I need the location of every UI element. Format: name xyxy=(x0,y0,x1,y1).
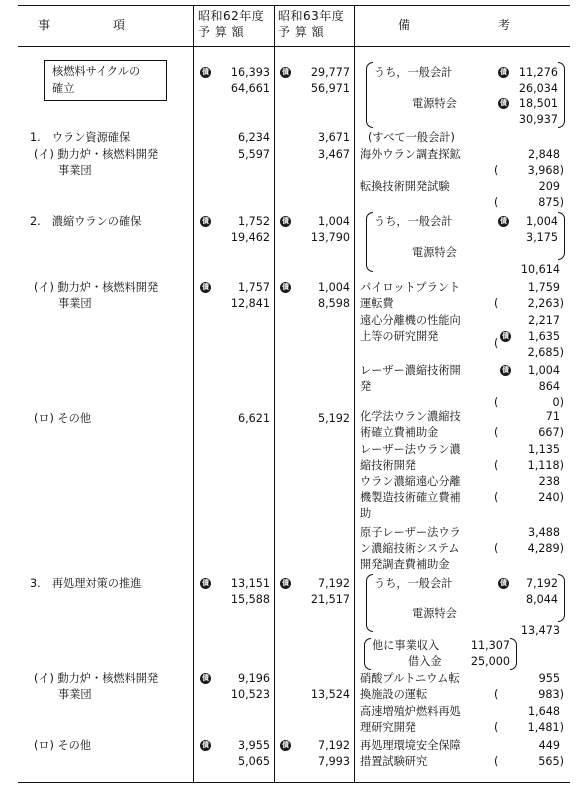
remark-value: 13,473 xyxy=(520,624,560,637)
debt-mark-icon: 債 xyxy=(202,674,209,682)
value-1988: 13,790 xyxy=(310,231,350,244)
remark-value: 238 xyxy=(538,475,560,488)
remark: 発 xyxy=(360,380,372,393)
paren: ( xyxy=(494,297,499,310)
debt-mark-icon: 債 xyxy=(202,68,209,76)
remark-value: 18,501 xyxy=(518,97,558,110)
remark-value: 3,175 xyxy=(525,231,558,244)
remark: 助 xyxy=(360,507,372,520)
debt-mark-icon: 債 xyxy=(202,741,209,749)
remark-value: 25,000 xyxy=(470,655,510,668)
debt-mark-icon: 債 xyxy=(500,68,507,76)
remark: 換施設の運転 xyxy=(360,688,428,701)
right-brace xyxy=(558,574,565,622)
value-1988: 7,192 xyxy=(317,739,350,752)
remark-value: 240) xyxy=(538,491,564,504)
remark-value: 955 xyxy=(538,672,560,685)
remark: レーザー法ウラン濃 xyxy=(360,443,461,456)
left-brace xyxy=(366,574,373,632)
paren: ( xyxy=(494,196,499,209)
paren: ( xyxy=(494,755,499,768)
remark: 化学法ウラン濃縮技 xyxy=(360,410,461,423)
remark-value: 864 xyxy=(538,380,560,393)
value-1987: 16,393 xyxy=(230,66,270,79)
remark-value: 1,118) xyxy=(527,459,564,472)
remark: ン濃縮技術システム xyxy=(360,542,460,555)
remark-value: 11,307 xyxy=(470,639,510,652)
paren: ( xyxy=(494,542,499,555)
remark-value: 71 xyxy=(545,410,560,423)
right-brace xyxy=(558,62,565,128)
value-1988: 7,192 xyxy=(317,577,350,590)
remark: レーザー濃縮技術開 xyxy=(360,364,461,377)
remark: 措置試験研究 xyxy=(360,755,428,768)
subsection-label: (ロ) その他 xyxy=(34,412,92,425)
value-1987: 9,196 xyxy=(237,672,270,685)
remark-value: 667) xyxy=(538,426,564,439)
remark: 電源特会 xyxy=(412,97,457,110)
remark: 運転費 xyxy=(360,297,394,310)
remark-value: 1,481) xyxy=(527,721,564,734)
remark: うち，一般会計 xyxy=(374,66,453,79)
paren: ( xyxy=(494,459,499,472)
remark: ウラン濃縮遠心分離 xyxy=(360,475,461,488)
debt-mark-icon: 債 xyxy=(282,283,289,291)
value-1987: 6,621 xyxy=(237,412,270,425)
remark-value: 2,263) xyxy=(527,297,564,310)
right-brace xyxy=(510,638,517,670)
subsection-label: (イ) 動力炉・核燃料開発 xyxy=(34,281,159,294)
table-top-border xyxy=(18,5,570,6)
paren: ( xyxy=(494,337,499,350)
table-bottom-border xyxy=(18,782,570,783)
value-1988: 3,671 xyxy=(317,131,350,144)
debt-mark-icon: 債 xyxy=(500,579,507,587)
remark: パイロットプラント xyxy=(360,281,461,294)
value-1987: 1,752 xyxy=(237,215,270,228)
paren: ( xyxy=(494,426,499,439)
remark: 術確立費補助金 xyxy=(360,426,439,439)
value-1987: 10,523 xyxy=(230,688,270,701)
value-1987: 15,588 xyxy=(230,593,270,606)
remark: 借入金 xyxy=(408,655,442,668)
remark-value: 2,217 xyxy=(527,314,560,327)
subsection-label-cont: 事業団 xyxy=(58,297,92,310)
remark: 高速増殖炉燃料再処 xyxy=(360,705,461,718)
header-1987-budget: 予 算 額 xyxy=(198,25,245,39)
remark: 縮技術開発 xyxy=(360,459,416,472)
value-1988: 7,993 xyxy=(317,755,350,768)
remark: 電源特会 xyxy=(412,607,457,620)
debt-mark-icon: 債 xyxy=(500,217,507,225)
debt-mark-icon: 債 xyxy=(202,283,209,291)
debt-mark-icon: 債 xyxy=(282,741,289,749)
remark-value: 1,004 xyxy=(525,215,558,228)
value-1988: 13,524 xyxy=(310,688,350,701)
header-1988-budget: 予 算 額 xyxy=(278,25,325,39)
remark-value: 2,685) xyxy=(527,346,564,359)
remark-value: 875) xyxy=(538,196,564,209)
remark: うち，一般会計 xyxy=(374,215,453,228)
remark-value: 30,937 xyxy=(518,113,558,126)
value-1988: 1,004 xyxy=(317,281,350,294)
value-1987: 64,661 xyxy=(230,82,270,95)
remark: 再処理環境安全保障 xyxy=(360,739,461,752)
remark: 上等の研究開発 xyxy=(360,330,439,343)
remark: 硝酸プルトニウム転 xyxy=(360,672,460,685)
debt-mark-icon: 債 xyxy=(202,579,209,587)
paren: ( xyxy=(494,721,499,734)
subsection-label: (イ) 動力炉・核燃料開発 xyxy=(34,672,159,685)
section-title-line2: 確立 xyxy=(52,82,75,95)
remark-value: 983) xyxy=(538,688,564,701)
value-1987: 12,841 xyxy=(230,297,270,310)
value-1988: 5,192 xyxy=(317,412,350,425)
remark: 原子レーザー法ウラ xyxy=(360,526,461,539)
remark-value: 11,276 xyxy=(518,66,558,79)
remark: 遠心分離機の性能向 xyxy=(360,314,461,327)
section-1-label: 1. ウラン資源確保 xyxy=(30,131,131,144)
remark-value: 26,034 xyxy=(518,82,558,95)
value-1988: 8,598 xyxy=(317,297,350,310)
paren: ( xyxy=(494,688,499,701)
remark-value: 2,848 xyxy=(527,148,560,161)
subsection-label-cont: 事業団 xyxy=(58,688,92,701)
remark-value: 3,488 xyxy=(527,526,560,539)
debt-mark-icon: 債 xyxy=(282,217,289,225)
value-1988: 21,517 xyxy=(310,593,350,606)
remark-value: 3,968) xyxy=(527,164,564,177)
section-3-label: 3. 再処理対策の推進 xyxy=(30,577,142,590)
remark-value: 7,192 xyxy=(525,577,558,590)
remark-value: 1,135 xyxy=(527,443,560,456)
paren: ( xyxy=(494,396,499,409)
value-1988: 29,777 xyxy=(310,66,350,79)
header-item: 事 項 xyxy=(38,18,126,32)
value-1987: 19,462 xyxy=(230,231,270,244)
subsection-label: (ロ) その他 xyxy=(34,739,92,752)
remark: 他に事業収入 xyxy=(372,639,440,652)
remark-value: 4,289) xyxy=(527,542,564,555)
remark: 電源特会 xyxy=(412,246,457,259)
remark-value: 1,759 xyxy=(527,281,560,294)
left-brace xyxy=(364,638,371,670)
remark-value: 10,614 xyxy=(520,263,560,276)
remark-value: 1,648 xyxy=(527,705,560,718)
remark: (すべて一般会計) xyxy=(368,131,455,144)
value-1988: 56,971 xyxy=(310,82,350,95)
remark: 海外ウラン調査探鉱 xyxy=(360,148,461,161)
value-1987: 3,955 xyxy=(237,739,270,752)
paren: ( xyxy=(494,491,499,504)
header-1987-year: 昭和62年度 xyxy=(198,9,265,23)
value-1987: 5,065 xyxy=(237,755,270,768)
section-title-line1: 核燃料サイクルの xyxy=(52,65,141,78)
remark: 転換技術開発試験 xyxy=(360,180,450,193)
remark: 機製造技術確立費補 xyxy=(360,491,461,504)
value-1987: 6,234 xyxy=(237,131,270,144)
remark-value: 449 xyxy=(538,739,560,752)
debt-mark-icon: 債 xyxy=(502,366,509,374)
header-divider xyxy=(18,46,570,47)
debt-mark-icon: 債 xyxy=(502,332,509,340)
remark-value: 1,635 xyxy=(527,330,560,343)
right-brace xyxy=(558,212,565,260)
header-remarks: 備 考 xyxy=(398,18,511,32)
remark-value: 565) xyxy=(538,755,564,768)
value-1987: 5,597 xyxy=(237,148,270,161)
remark: うち，一般会計 xyxy=(374,577,453,590)
remark-value: 209 xyxy=(538,180,560,193)
remark-value: 8,044 xyxy=(525,593,558,606)
debt-mark-icon: 債 xyxy=(282,579,289,587)
debt-mark-icon: 債 xyxy=(202,217,209,225)
subsection-label-cont: 事業団 xyxy=(58,164,92,177)
remark-value: 0) xyxy=(552,396,564,409)
debt-mark-icon: 債 xyxy=(500,99,507,107)
column-divider-3 xyxy=(354,5,355,783)
value-1988: 3,467 xyxy=(317,148,350,161)
remark: 開発調査費補助金 xyxy=(360,558,450,571)
value-1987: 13,151 xyxy=(230,577,270,590)
header-1988-year: 昭和63年度 xyxy=(278,9,345,23)
left-brace xyxy=(366,212,373,272)
debt-mark-icon: 債 xyxy=(282,68,289,76)
remark-value: 1,004 xyxy=(527,364,560,377)
column-divider-1 xyxy=(193,5,194,783)
value-1988: 1,004 xyxy=(317,215,350,228)
left-brace xyxy=(366,62,373,128)
remark: 理研究開発 xyxy=(360,721,416,734)
subsection-label: (イ) 動力炉・核燃料開発 xyxy=(34,148,159,161)
section-2-label: 2. 濃縮ウランの確保 xyxy=(30,215,142,228)
paren: ( xyxy=(494,164,499,177)
value-1987: 1,757 xyxy=(237,281,270,294)
column-divider-2 xyxy=(274,5,275,783)
